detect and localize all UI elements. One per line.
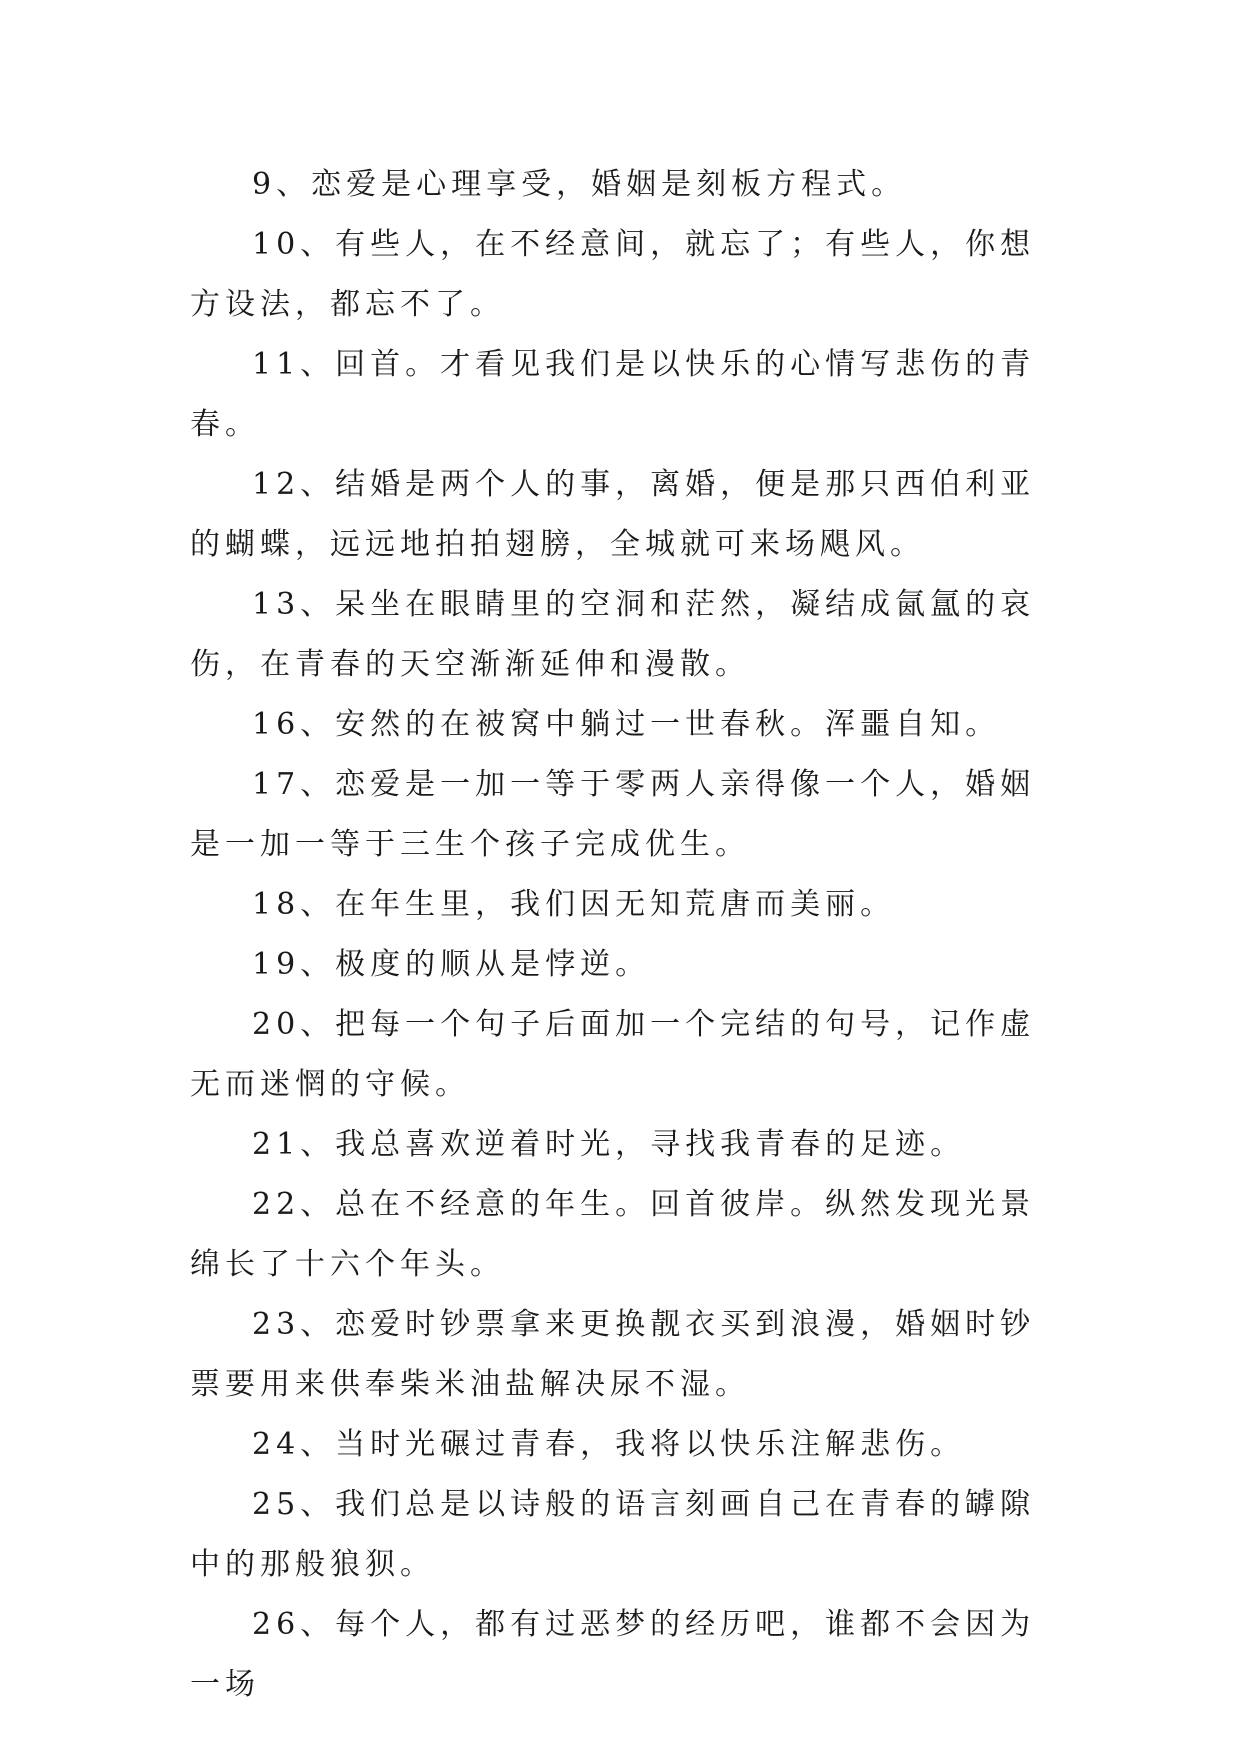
paragraph-19: 19、极度的顺从是悖逆。 — [252, 947, 651, 982]
paragraph-24: 24、当时光碾过青春，我将以快乐注解悲伤。 — [252, 1427, 966, 1462]
paragraph-22: 22、总在不经意的年生。回首彼岸。纵然发现光景绵长了十六个年头。 — [190, 1187, 1036, 1282]
paragraph-11: 11、回首。才看见我们是以快乐的心情写悲伤的青春。 — [190, 347, 1036, 442]
paragraph-26: 26、每个人，都有过恶梦的经历吧，谁都不会因为一场 — [190, 1607, 1036, 1702]
document-body — [190, 155, 1050, 1715]
paragraph-13: 13、呆坐在眼睛里的空洞和茫然，凝结成氤氲的哀伤，在青春的天空渐渐延伸和漫散。 — [190, 587, 1036, 682]
paragraph-25: 25、我们总是以诗般的语言刻画自己在青春的罅隙中的那般狼狈。 — [190, 1487, 1036, 1582]
paragraph-12: 12、结婚是两个人的事，离婚，便是那只西伯利亚的蝴蝶，远远地拍拍翅膀，全城就可来场飓风。 — [190, 467, 1036, 562]
paragraph-23: 23、恋爱时钞票拿来更换靓衣买到浪漫，婚姻时钞票要用来供奉柴米油盐解决尿不湿。 — [190, 1307, 1036, 1402]
paragraph-21: 21、我总喜欢逆着时光，寻找我青春的足迹。 — [252, 1127, 966, 1162]
paragraph-18: 18、在年生里，我们因无知荒唐而美丽。 — [252, 887, 896, 922]
paragraph-10: 10、有些人，在不经意间，就忘了；有些人，你想方设法，都忘不了。 — [190, 227, 1036, 322]
paragraph-17: 17、恋爱是一加一等于零两人亲得像一个人，婚姻是一加一等于三生个孩子完成优生。 — [190, 767, 1036, 862]
paragraph-9: 9、恋爱是心理享受，婚姻是刻板方程式。 — [252, 167, 907, 202]
paragraph-16: 16、安然的在被窝中躺过一世春秋。浑噩自知。 — [252, 707, 1001, 742]
paragraph-20: 20、把每一个句子后面加一个完结的句号，记作虚无而迷惘的守候。 — [190, 1007, 1036, 1102]
